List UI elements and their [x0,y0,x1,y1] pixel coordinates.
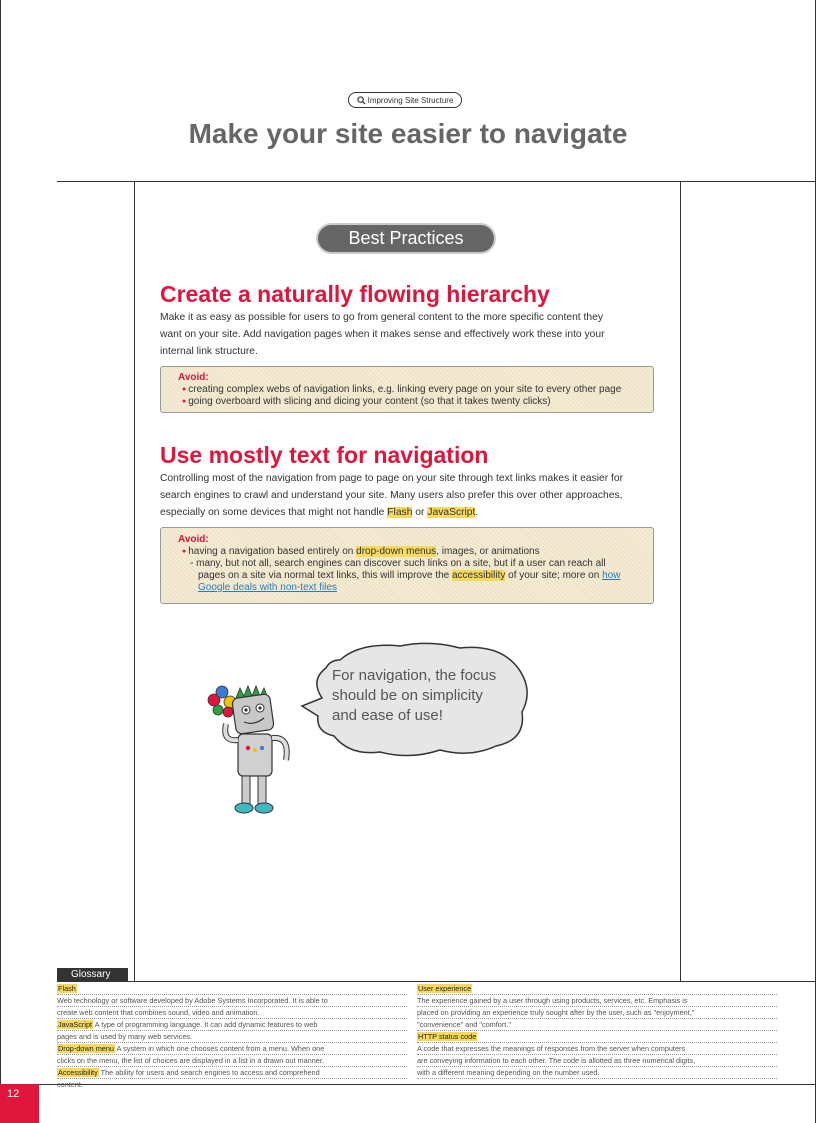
section-tag [348,92,462,108]
page-title: Make your site easier to navigate [188,118,628,149]
glossary-row: "convenience" and "comfort." [417,1019,777,1031]
link-non-text-files[interactable]: how [602,570,621,581]
section2-body [160,470,655,521]
bubble-line: should be on simplicity [332,687,483,704]
glossary-row: placed on providing an experience truly sought after by the user, such as "enjoyment," [417,1007,777,1019]
glossary-row: content. [57,1080,83,1089]
glossary-term-accessibility: accessibility [452,570,506,581]
glossary-text: The ability for users and search engines to access and comprehend [98,1068,320,1077]
body-text: . [475,507,479,518]
section-tag-label: Improving Site Structure [367,96,454,105]
bubble-text [332,666,522,726]
avoid-item: ● creating complex webs of navigation links, e.g. linking every page on your site to every other page [178,384,653,396]
column-line-left [134,181,135,981]
section2-avoid-box [160,527,654,604]
avoid-subitem [178,570,653,582]
avoid-text: pages on a site via normal text links, this will improve the [198,570,452,581]
avoid-text: having a navigation based entirely on [188,546,357,557]
glossary-row [417,983,777,995]
avoid-item [178,546,653,558]
glossary-right-column [417,983,777,1079]
avoid-subitem [178,582,653,594]
section2-body-line: Controlling most of the navigation from page to page on your site through text links makes it easier for [160,473,624,484]
glossary-divider [57,981,816,982]
glossary-row [57,983,407,995]
glossary-row: clicks on the menu, the list of choices are displayed in a list in a drawn out manner. [57,1055,407,1067]
glossary-term-flash: Flash [387,507,413,518]
glossary-term: Flash [58,984,76,993]
bubble-line: and ease of use! [332,707,443,724]
section1-body-line: want on your site. Add navigation pages when it makes sense and effectively work these into your [160,329,605,340]
glossary-row [417,1031,777,1043]
body-text: especially on some devices that might not handle [160,507,388,518]
section2-body-line: search engines to crawl and understand your site. Many users also prefer this over other approaches, [160,490,623,501]
avoid-item: ● going overboard with slicing and dicing your content (so that it takes twenty clicks) [178,396,653,408]
column-line-right [680,181,681,981]
avoid-subitem: - many, but not all, search engines can discover such links on a site, but if a user can reach all [190,558,606,569]
glossary-term: JavaScript [58,1020,93,1029]
header-divider [57,181,816,182]
page-number: 12 [0,1084,39,1123]
section1-avoid-box [160,366,654,413]
frame-line-left [0,0,1,1084]
avoid-text: , images, or animations [436,546,540,557]
avoid-text: of your site; more on [505,570,603,581]
glossary-term-javascript: JavaScript [427,507,476,518]
avoid-label: Avoid: [178,372,209,383]
section1-heading: Create a naturally flowing hierarchy [160,281,550,307]
glossary-term: HTTP status code [418,1032,477,1041]
best-practices-badge: Best Practices [318,225,494,252]
glossary-row [57,1067,407,1079]
search-icon [357,96,366,105]
section1-body-line: internal link structure. [160,346,258,357]
glossary-row: Web technology or software developed by Adobe Systems Incorporated. It is able to [57,995,407,1007]
glossary-row: are conveying information to each other. The code is allotted as three numerical digits, [417,1055,777,1067]
section2-heading: Use mostly text for navigation [160,442,489,468]
section1-body [160,309,655,360]
glossary-row: The experience gained by a user through using products, services, etc. Emphasis is [417,995,777,1007]
glossary-row: create web content that combines sound, video and animation. [57,1007,407,1019]
glossary-text: A type of programming language. It can add dynamic features to web [93,1020,318,1029]
glossary-text: A system in which one chooses content from a menu. When one [114,1044,325,1053]
googlebot-mascot [200,680,300,820]
glossary-row: pages and is used by many web services. [57,1031,407,1043]
glossary-label: Glossary [57,968,128,982]
glossary-term: Drop-down menu [58,1044,114,1053]
glossary-term-dropdown: drop-down menus [356,546,437,557]
bubble-line: For navigation, the focus [332,667,497,684]
glossary-row: A code that expresses the meanings of responses from the server when computers [417,1043,777,1055]
glossary-term: User experience [418,984,472,993]
section2-body-line [160,504,655,521]
glossary-row [57,1019,407,1031]
avoid-label: Avoid: [178,534,209,545]
flower-bouquet-icon [208,686,236,717]
section1-body-line: Make it as easy as possible for users to go from general content to the more specific content they [160,312,603,323]
glossary-left-column [57,983,407,1090]
glossary-row [57,1043,407,1055]
link-non-text-files[interactable]: Google deals with non-text files [198,582,337,593]
glossary-term: Accessibility [58,1068,98,1077]
glossary-row: with a different meaning depending on the number used. [417,1067,777,1079]
body-text: or [412,507,428,518]
